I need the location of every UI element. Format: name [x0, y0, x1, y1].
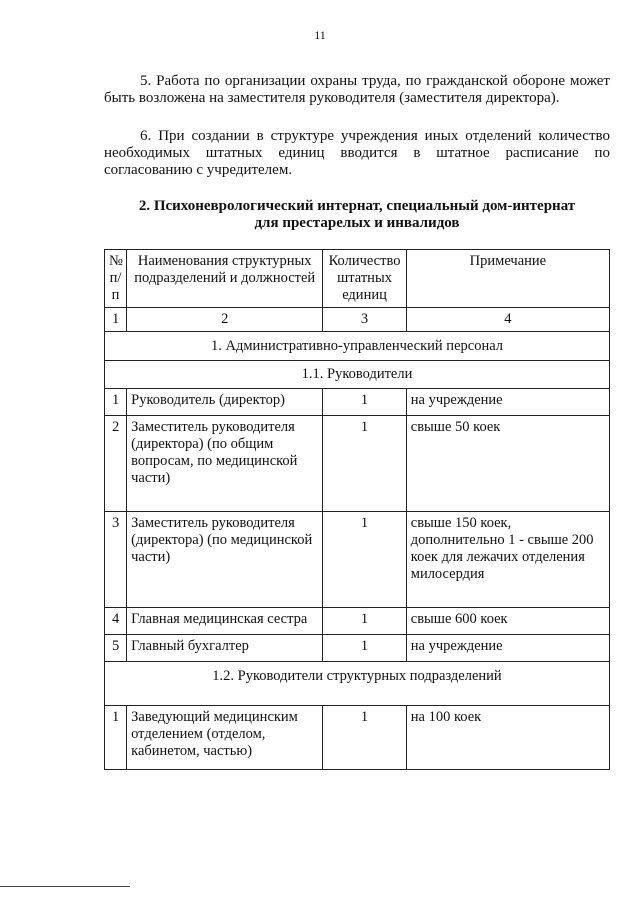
footnote-separator: [0, 886, 130, 887]
row-note: свыше 150 коек, дополнительно 1 - свыше 200 коек для лежачих отделения милосердия: [406, 512, 609, 608]
index-cell: 2: [127, 308, 323, 332]
row-num: 1: [105, 389, 127, 416]
table-row: [105, 706, 610, 770]
row-num: 5: [105, 635, 127, 662]
paragraph-6-end: согласованию с учредителем.: [104, 162, 293, 178]
paragraph-6: [104, 128, 610, 162]
row-num: 4: [105, 608, 127, 635]
row-num: 3: [105, 512, 127, 608]
row-name: Главный бухгалтер: [127, 635, 323, 662]
section-title-line1: 2. Психоневрологический интернат, специальный дом-интернат: [138, 198, 576, 214]
row-qty: 1: [323, 706, 406, 770]
table-row: [105, 416, 610, 512]
paragraph-5: 5. Работа по организации охраны труда, по гражданской обороне может быть возложена на заместителя руководителя (заместителя директора).: [104, 73, 610, 106]
row-note: свыше 600 коек: [406, 608, 609, 635]
header-name: Наименования структурных подразделений и должностей: [127, 250, 323, 308]
section-title: [104, 198, 610, 232]
table-row: [105, 389, 610, 416]
row-note: на учреждение: [406, 389, 609, 416]
row-note: на 100 коек: [406, 706, 609, 770]
row-name: Главная медицинская сестра: [127, 608, 323, 635]
row-note: свыше 50 коек: [406, 416, 609, 512]
index-cell: 3: [323, 308, 406, 332]
index-row: [105, 308, 610, 332]
row-name: Заведующий медицинским отделением (отделом, кабинетом, частью): [127, 706, 323, 770]
table-row: [105, 635, 610, 662]
table-row: [105, 512, 610, 608]
row-qty: 1: [323, 389, 406, 416]
staff-table: [104, 249, 610, 770]
subgroup-title: 1.2. Руководители структурных подразделений: [105, 662, 610, 706]
row-name: Заместитель руководителя (директора) (по медицинской части): [127, 512, 323, 608]
header-num: № п/п: [105, 250, 127, 308]
page-number: 11: [314, 28, 326, 42]
group-row: [105, 332, 610, 361]
index-cell: 1: [105, 308, 127, 332]
row-num: 1: [105, 706, 127, 770]
table-row: [105, 608, 610, 635]
subgroup-row: [105, 662, 610, 706]
table-header-row: [105, 250, 610, 308]
index-cell: 4: [406, 308, 609, 332]
row-qty: 1: [323, 635, 406, 662]
header-qty: Количество штатных единиц: [323, 250, 406, 308]
subgroup-title: 1.1. Руководители: [105, 361, 610, 389]
section-title-line2: для престарелых и инвалидов: [254, 215, 460, 231]
group-title: 1. Административно-управленческий персонал: [105, 332, 610, 361]
row-note: на учреждение: [406, 635, 609, 662]
row-name: Руководитель (директор): [127, 389, 323, 416]
row-num: 2: [105, 416, 127, 512]
paragraph-6-text: 6. При создании в структуре учреждения иных отделений количество необходимых штатных единиц вводится в штатное расписание по: [104, 128, 610, 161]
row-name: Заместитель руководителя (директора) (по общим вопросам, по медицинской части): [127, 416, 323, 512]
subgroup-row: [105, 361, 610, 389]
row-qty: 1: [323, 512, 406, 608]
row-qty: 1: [323, 416, 406, 512]
row-qty: 1: [323, 608, 406, 635]
header-note: Примечание: [406, 250, 609, 308]
